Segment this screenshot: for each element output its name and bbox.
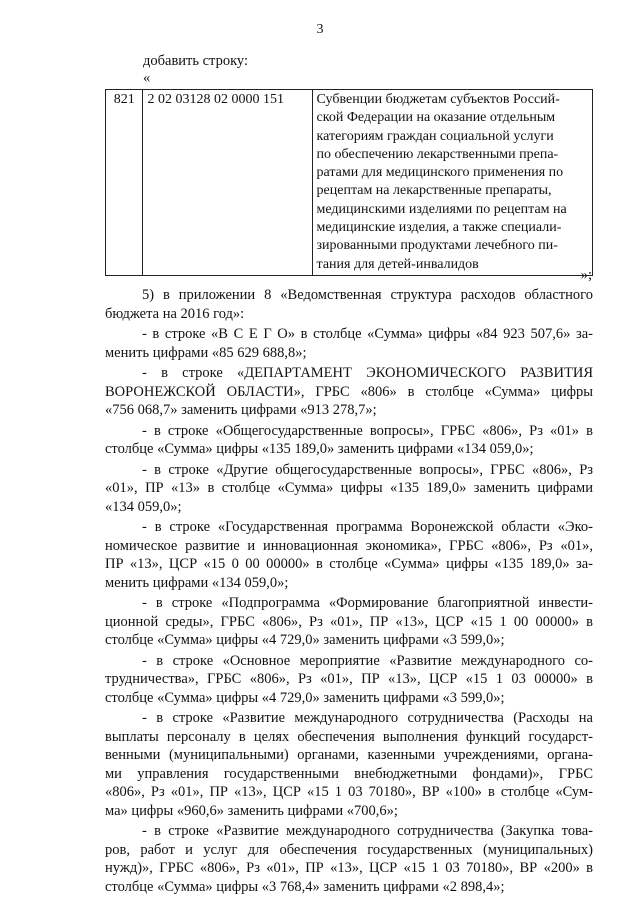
paragraph-line: столбце «Сумма» цифры «4 729,0» заменить цифрами «3 599,0»;: [105, 632, 505, 648]
paragraph-line: - в строке «Развитие международного сотрудничества (Закупка това-: [142, 823, 593, 839]
opening-quote: «: [143, 70, 151, 86]
paragraph-line: трудничества», ГРБС «806», Рз «01», ПР «13», ЦСР «15 1 03 00000» в: [105, 671, 593, 687]
paragraph-line: ционной среды», ГРБС «806», Рз «01», ПР «13», ЦСР «15 1 00 00000» в: [105, 613, 593, 630]
paragraph-line: - в строке «Подпрограмма «Формирование благоприятной инвести-: [142, 595, 593, 611]
paragraph-line: «806», Рз «01», ПР «13», ЦСР «15 1 03 70180», ВР «100» в столбце «Сум-: [105, 784, 593, 800]
paragraph-line: «01», ПР «13» в столбце «Сумма» цифры «135 189,0» заменить цифрами: [105, 480, 593, 496]
paragraph-line: столбце «Сумма» цифры «135 189,0» заменить цифрами «134 059,0»;: [105, 441, 534, 457]
paragraph-line: ВОРОНЕЖСКОЙ ОБЛАСТИ», ГРБС «806» в столбце «Сумма» цифры: [105, 383, 593, 400]
amendment-paragraph: [105, 652, 593, 708]
amendment-paragraph: [105, 364, 593, 420]
paragraph-line: выплаты персоналу в целях обеспечения выполнения функций государст-: [105, 728, 593, 745]
paragraph-line: «756 068,7» заменить цифрами «913 278,7»;: [105, 402, 377, 418]
paragraph-line: - в строке «В С Е Г О» в столбце «Сумма» цифры «84 923 507,6» за-: [142, 326, 593, 342]
paragraph-line: - в строке «Другие общегосударственные вопросы», ГРБС «806», Рз: [142, 461, 593, 478]
paragraph-line: - в строке «ДЕПАРТАМЕНТ ЭКОНОМИЧЕСКОГО РАЗВИТИЯ: [142, 365, 593, 381]
paragraph-line: венными (муниципальными) органами, казенными учреждениями, органа-: [105, 747, 593, 763]
inserted-row-table: [105, 89, 593, 276]
closing-quote: »;: [580, 267, 592, 283]
amendment-paragraph: [105, 822, 593, 896]
description-line: ратами для медицинского применения по: [316, 165, 564, 181]
paragraph-line: ПР «13», ЦСР «15 0 00 00000» в столбце «Сумма» цифры «135 189,0» за-: [105, 556, 593, 572]
amendment-paragraph: [105, 422, 593, 459]
amendment-paragraph: [105, 461, 593, 517]
intro-text: добавить строку:: [143, 53, 248, 69]
description-line: медицинскими изделиями по рецептам на: [316, 201, 567, 217]
amendment-paragraph: [105, 709, 593, 820]
paragraph-line: столбце «Сумма» цифры «4 729,0» заменить цифрами «3 599,0»;: [105, 689, 505, 706]
description-line: медицинские изделия, а также специали-: [316, 220, 562, 236]
paragraph-line: ми управления государственными внебюджетными фондами)», ГРБС: [105, 765, 593, 782]
description-line: по обеспечению лекарственными препа-: [316, 146, 559, 162]
paragraph-line: «134 059,0»;: [105, 498, 182, 515]
code-cell: 821: [106, 90, 143, 276]
paragraph-line: - в строке «Основное мероприятие «Развитие международного со-: [142, 652, 593, 669]
paragraph-line: столбце «Сумма» цифры «3 768,4» заменить цифрами «2 898,4»;: [105, 878, 505, 895]
kbk-cell: 2 02 03128 02 0000 151: [143, 90, 312, 276]
description-line: ской Федерации на оказание отдельным: [316, 110, 556, 126]
amendment-paragraph: [105, 286, 593, 323]
description-line: категориям граждан социальной услуги: [316, 128, 554, 144]
description-line: рецептам на лекарственные препараты,: [316, 183, 552, 199]
table-row: [106, 90, 593, 276]
page-number: 3: [316, 22, 324, 37]
paragraph-line: менить цифрами «134 059,0»;: [105, 574, 289, 591]
paragraph-line: ров, работ и услуг для обеспечения государственных (муниципальных): [105, 841, 593, 858]
amendment-list: [105, 286, 593, 898]
paragraph-line: - в строке «Государственная программа Воронежской области «Эко-: [142, 519, 593, 535]
description-line: Субвенции бюджетам субъектов Россий-: [316, 92, 560, 107]
amendment-paragraph: [105, 325, 593, 362]
paragraph-line: менить цифрами «85 629 688,8»;: [105, 344, 307, 361]
paragraph-line: нужд)», ГРБС «806», Рз «01», ПР «13», ЦСР «15 1 03 70180», ВР «200» в: [105, 860, 593, 876]
description-line: зированными продуктами лечебного пи-: [316, 238, 558, 254]
paragraph-line: номическое развитие и инновационная экономика», ГРБС «806», Рз «01»,: [105, 537, 593, 554]
description-line: тания для детей-инвалидов: [316, 256, 479, 272]
paragraph-line: 5) в приложении 8 «Ведомственная структура расходов областного: [142, 287, 593, 303]
paragraph-line: - в строке «Общегосударственные вопросы», ГРБС «806», Рз «01» в: [142, 422, 593, 439]
amendment-paragraph: [105, 594, 593, 650]
paragraph-line: - в строке «Развитие международного сотрудничества (Расходы на: [142, 710, 593, 726]
amendment-paragraph: [105, 518, 593, 592]
paragraph-line: бюджета на 2016 год»:: [105, 305, 245, 322]
paragraph-line: ма» цифры «960,6» заменить цифрами «700,6»;: [105, 802, 398, 819]
description-cell: [312, 90, 592, 276]
